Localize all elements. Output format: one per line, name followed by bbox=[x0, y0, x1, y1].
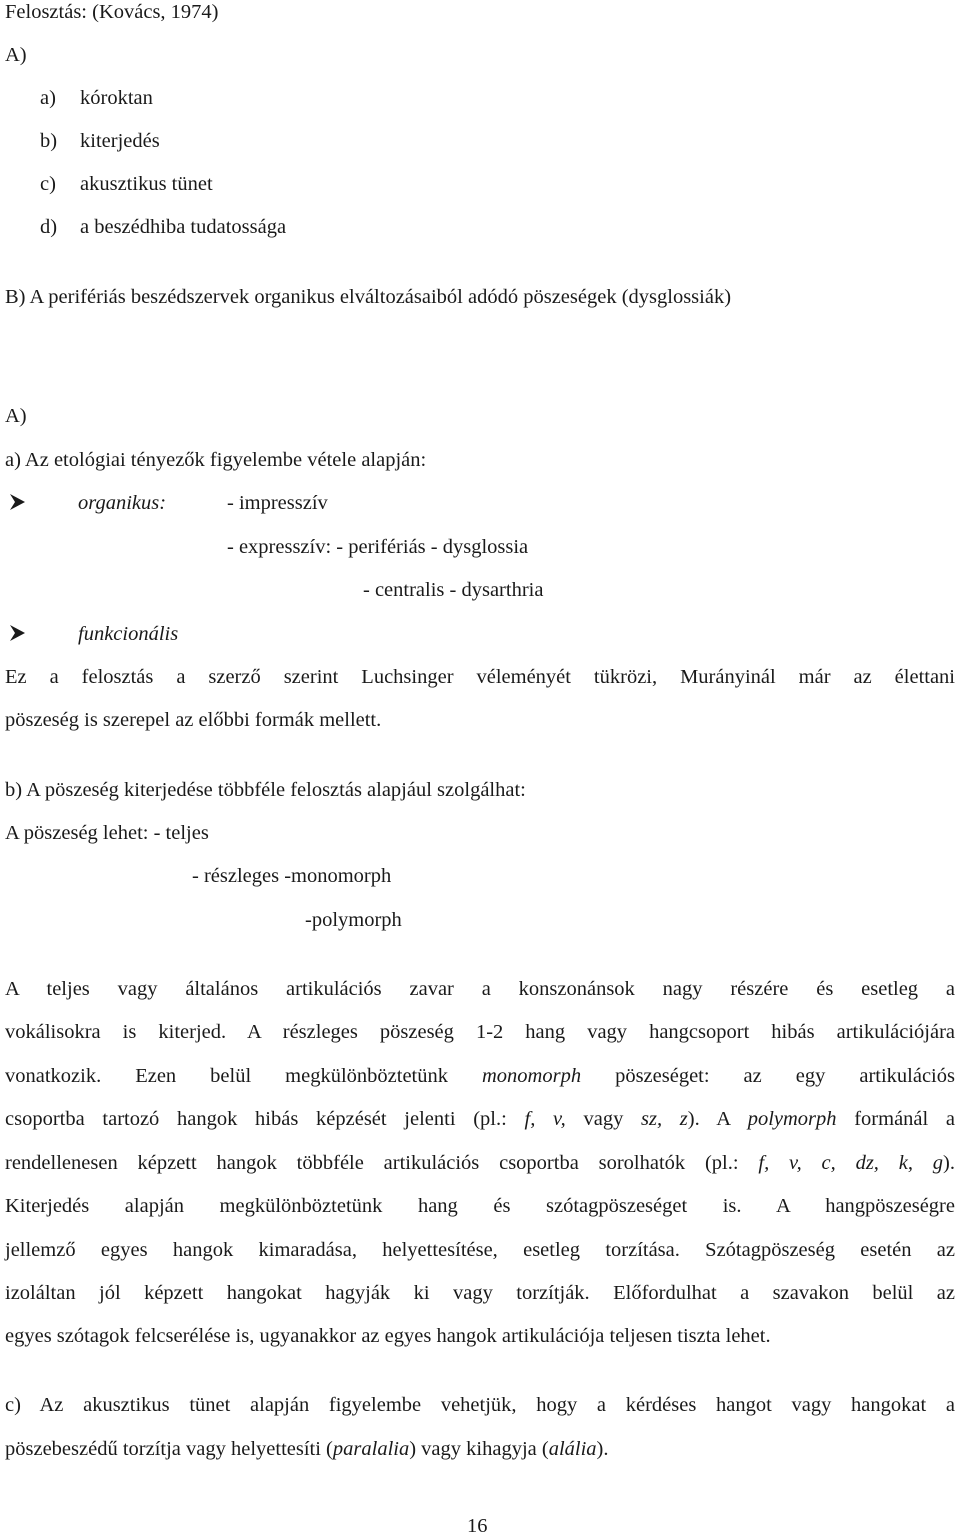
list-item-marker: b) bbox=[40, 130, 58, 152]
list-item: akusztikus tünet bbox=[80, 173, 213, 195]
section-label-a: A) bbox=[5, 44, 27, 66]
paragraph-line: csoportba tartozó hangok hibás képzését jelenti (pl.: f, v, vagy sz, z). A polymorph formánál a bbox=[5, 1108, 956, 1130]
list-item-marker: d) bbox=[40, 216, 58, 238]
list-item-marker: a) bbox=[40, 87, 56, 109]
paragraph-line: c) Az akusztikus tünet alapján figyelembe vehetjük, hogy a kérdéses hangot vagy hangokat a bbox=[5, 1394, 955, 1416]
part-a-label: A) bbox=[5, 405, 27, 427]
type-line: - részleges -monomorph bbox=[192, 865, 392, 887]
type-line: -polymorph bbox=[305, 909, 402, 931]
paragraph-line: vonatkozik. Ezen belül megkülönböztetünk monomorph pöszeséget: az egy artikulációs bbox=[5, 1065, 955, 1087]
list-item: kiterjedés bbox=[80, 130, 160, 152]
paragraph-line: rendellenesen képzett hangok többféle artikulációs csoportba sorolhatók (pl.: f, v, c, dz, k, g). bbox=[5, 1152, 955, 1174]
paragraph-line: Ez a felosztás a szerző szerint Luchsinger véleményét tükrözi, Murányinál már az élettani bbox=[5, 666, 955, 688]
bullet-item: - centralis - dysarthria bbox=[363, 579, 544, 601]
bullet-label-funkcionalis: funkcionális bbox=[78, 623, 179, 645]
part-a-heading: a) Az etológiai tényezők figyelembe vétele alapján: bbox=[5, 449, 427, 471]
arrow-bullet-icon bbox=[7, 492, 27, 512]
arrow-bullet-icon bbox=[7, 623, 27, 643]
paragraph-line: pöszebeszédű torzítja vagy helyettesíti (paralalia) vagy kihagyja (alália). bbox=[5, 1438, 609, 1460]
bullet-item: - expresszív: - perifériás - dysglossia bbox=[227, 536, 529, 558]
bullet-item: - impresszív bbox=[227, 492, 328, 514]
bullet-label-organikus: organikus: bbox=[78, 492, 167, 514]
paragraph-line: Kiterjedés alapján megkülönböztetünk hang és szótagpöszeséget is. A hangpöszeségre bbox=[5, 1195, 955, 1217]
paragraph-line: jellemző egyes hangok kimaradása, helyettesítése, esetleg torzítása. Szótagpöszeség esetén az bbox=[5, 1239, 955, 1261]
part-b-heading: b) A pöszeség kiterjedése többféle felosztás alapjául szolgálhat: bbox=[5, 779, 526, 801]
page-number: 16 bbox=[467, 1515, 488, 1537]
list-item-marker: c) bbox=[40, 173, 56, 195]
list-item: kóroktan bbox=[80, 87, 153, 109]
paragraph-line: pöszeség is szerepel az előbbi formák mellett. bbox=[5, 709, 382, 731]
paragraph-line: izoláltan jól képzett hangokat hagyják ki vagy torzítják. Előfordulhat a szavakon belül az bbox=[5, 1282, 955, 1304]
paragraph-line: egyes szótagok felcserélése is, ugyanakkor az egyes hangok artikulációja teljesen tiszta lehet. bbox=[5, 1325, 771, 1347]
paragraph-line: vokálisokra is kiterjed. A részleges pöszeség 1-2 hang vagy hangcsoport hibás artikulációjára bbox=[5, 1021, 955, 1043]
page-title: Felosztás: (Kovács, 1974) bbox=[5, 1, 219, 23]
section-b-heading: B) A perifériás beszédszervek organikus elváltozásaiból adódó pöszeségek (dysglossiák) bbox=[5, 286, 732, 308]
list-item: a beszédhiba tudatossága bbox=[80, 216, 287, 238]
paragraph-line: A teljes vagy általános artikulációs zavar a konszonánsok nagy részére és esetleg a bbox=[5, 978, 955, 1000]
type-line: A pöszeség lehet: - teljes bbox=[5, 822, 209, 844]
